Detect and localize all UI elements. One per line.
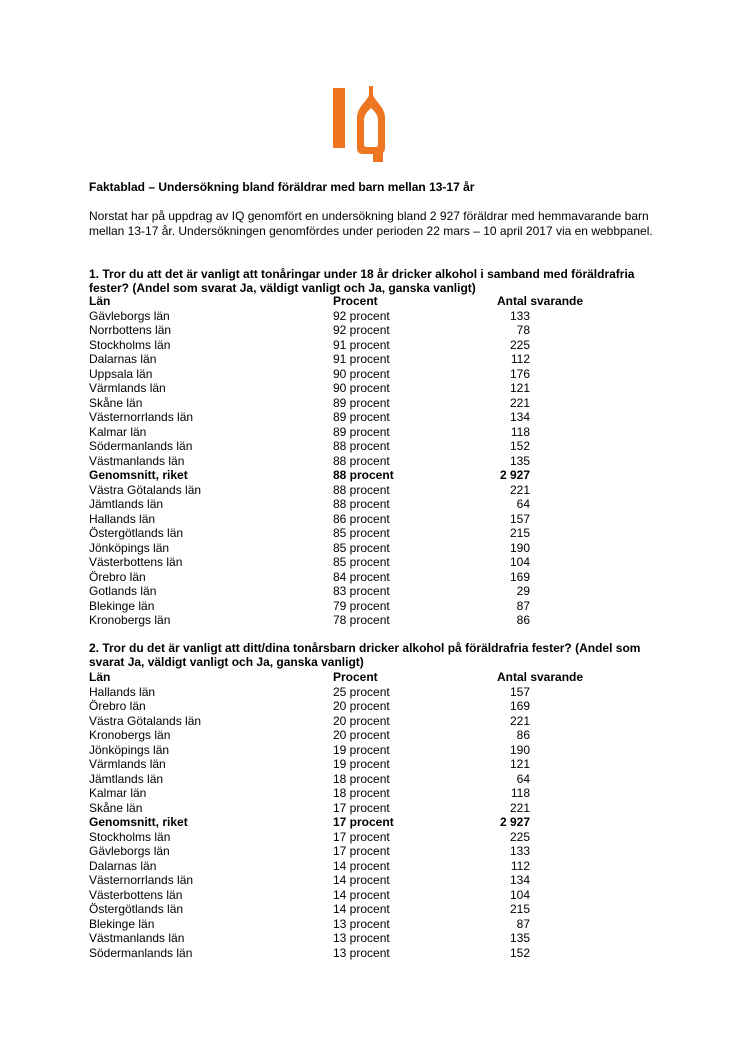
question-1: 1. Tror du att det är vanligt att tonåringar under 18 år dricker alkohol i samband med föräldrafria fester? (Andel som svarat Ja, väldigt vanligt och Ja, ganska vanligt) [89, 267, 635, 295]
table-row [89, 859, 649, 874]
table-row [89, 772, 649, 787]
table-row [89, 584, 649, 599]
table-row [89, 338, 649, 353]
cell-antal: 118 [510, 786, 530, 800]
cell-lan: Skåne län [89, 800, 143, 815]
cell-antal: 190 [509, 540, 530, 555]
table-row [89, 555, 649, 570]
table-row [89, 902, 649, 917]
cell-procent: 85 procent [333, 526, 390, 540]
cell-antal: 221 [509, 713, 530, 728]
cell-antal: 221 [509, 395, 530, 410]
table-row [89, 468, 649, 483]
header-procent: Procent [333, 294, 378, 308]
table-row [89, 685, 649, 700]
cell-antal: 169 [509, 699, 530, 713]
cell-procent: 90 procent [333, 381, 390, 395]
header-lan: Län [89, 294, 111, 308]
table-row [89, 367, 649, 382]
cell-procent: 14 procent [333, 858, 390, 873]
cell-antal: 221 [509, 482, 530, 497]
cell-procent: 88 procent [333, 482, 390, 497]
cell-procent: 13 procent [333, 945, 390, 960]
cell-procent: 91 procent [333, 337, 390, 352]
cell-lan: Västmanlands län [89, 453, 185, 468]
table-row [89, 323, 649, 338]
table-row [89, 570, 649, 585]
table-header [89, 670, 649, 685]
cell-procent: 83 procent [333, 584, 390, 598]
cell-lan: Östergötlands län [89, 526, 184, 540]
cell-antal: 157 [509, 684, 530, 699]
cell-antal: 118 [510, 424, 530, 439]
cell-antal: 121 [509, 757, 530, 771]
cell-procent: 17 procent [333, 800, 390, 815]
cell-lan: Hallands län [89, 684, 156, 699]
cell-antal: 221 [509, 800, 530, 815]
table-row [89, 454, 649, 469]
table-row [89, 381, 649, 396]
table-row [89, 743, 649, 758]
table-row [89, 888, 649, 903]
cell-lan: Östergötlands län [89, 902, 184, 916]
table-1 [89, 294, 649, 628]
header-antal: Antal svarande [497, 670, 584, 684]
table-row [89, 931, 649, 946]
header-antal: Antal svarande [497, 294, 584, 308]
cell-antal: 225 [509, 337, 530, 352]
table-row [89, 309, 649, 324]
cell-antal: 135 [509, 931, 530, 945]
cell-lan: Gävleborgs län [89, 844, 170, 858]
iq-logo [333, 86, 389, 164]
cell-lan: Västerbottens län [89, 887, 183, 902]
cell-procent: 88 procent [333, 453, 390, 468]
cell-lan: Kronobergs län [89, 613, 171, 627]
cell-antal: 134 [509, 410, 530, 424]
question-2: 2. Tror du det är vanligt att ditt/dina tonårsbarn dricker alkohol på föräldrafria fester? (Andel som svarat Ja, väldigt vanligt och Ja, ganska vanligt) [89, 641, 641, 669]
cell-lan: Jönköpings län [89, 742, 170, 757]
cell-procent: 14 procent [333, 887, 390, 902]
cell-procent: 84 procent [333, 569, 390, 584]
cell-antal: 134 [509, 873, 530, 887]
table-row [89, 946, 649, 961]
cell-lan: Västra Götalands län [89, 482, 202, 497]
page-title: Faktablad – Undersökning bland föräldrar med barn mellan 13-17 år [89, 180, 475, 194]
table-row [89, 599, 649, 614]
cell-antal: 112 [510, 858, 530, 873]
table-row [89, 410, 649, 425]
cell-antal: 133 [509, 844, 530, 858]
cell-antal: 215 [509, 526, 530, 540]
cell-lan: Gotlands län [89, 584, 157, 598]
table-row [89, 512, 649, 527]
cell-procent: 17 procent [333, 815, 394, 829]
cell-procent: 88 procent [333, 468, 394, 482]
table-row [89, 714, 649, 729]
cell-antal: 121 [509, 381, 530, 395]
cell-antal: 2 927 [499, 815, 530, 829]
cell-lan: Örebro län [89, 699, 146, 713]
cell-procent: 20 procent [333, 699, 390, 713]
cell-antal: 104 [509, 887, 530, 902]
table-row [89, 873, 649, 888]
cell-antal: 64 [516, 771, 530, 786]
cell-lan: Dalarnas län [89, 352, 157, 366]
cell-lan: Västernorrlands län [89, 410, 194, 424]
cell-lan: Kalmar län [89, 786, 147, 800]
table-row [89, 815, 649, 830]
cell-antal: 104 [509, 555, 530, 569]
cell-procent: 14 procent [333, 873, 390, 887]
table-row [89, 801, 649, 816]
header-lan: Län [89, 670, 111, 684]
table-row [89, 699, 649, 714]
table-row [89, 786, 649, 801]
cell-lan: Blekinge län [89, 916, 155, 931]
cell-procent: 13 procent [333, 931, 390, 945]
cell-lan: Kalmar län [89, 424, 147, 439]
cell-procent: 92 procent [333, 308, 390, 323]
cell-antal: 152 [509, 945, 530, 960]
cell-procent: 89 procent [333, 424, 390, 439]
cell-procent: 25 procent [333, 684, 390, 699]
table-row [89, 526, 649, 541]
cell-lan: Genomsnitt, riket [89, 468, 188, 482]
cell-lan: Uppsala län [89, 366, 153, 381]
cell-procent: 86 procent [333, 511, 390, 526]
intro-paragraph: Norstat har på uppdrag av IQ genomfört en undersökning bland 2 927 föräldrar med hemmavarande barn mellan 13-17 år. Undersökningen genomfördes under perioden 22 mars – 10 april 2017 via en webbpanel. [89, 209, 653, 238]
cell-antal: 64 [516, 497, 530, 511]
cell-lan: Västernorrlands län [89, 873, 194, 887]
cell-procent: 14 procent [333, 902, 390, 916]
cell-lan: Stockholms län [89, 337, 171, 352]
cell-lan: Jönköpings län [89, 540, 170, 555]
table-row [89, 541, 649, 556]
table-row [89, 352, 649, 367]
cell-procent: 89 procent [333, 410, 390, 424]
cell-procent: 19 procent [333, 757, 390, 771]
cell-antal: 112 [510, 352, 530, 366]
cell-procent: 18 procent [333, 771, 390, 786]
table-row [89, 497, 649, 512]
cell-procent: 91 procent [333, 352, 390, 366]
cell-lan: Örebro län [89, 569, 146, 584]
table-row [89, 613, 649, 628]
table-row [89, 830, 649, 845]
table-row [89, 483, 649, 498]
cell-antal: 2 927 [499, 468, 530, 482]
table-1-body [89, 309, 649, 628]
cell-lan: Södermanlands län [89, 945, 193, 960]
table-row [89, 425, 649, 440]
cell-antal: 157 [509, 511, 530, 526]
table-2 [89, 670, 649, 960]
cell-procent: 92 procent [333, 323, 390, 337]
cell-lan: Västmanlands län [89, 931, 185, 945]
cell-lan: Dalarnas län [89, 858, 157, 873]
cell-antal: 78 [516, 323, 530, 337]
cell-procent: 85 procent [333, 540, 390, 555]
table-header [89, 294, 649, 309]
cell-procent: 20 procent [333, 713, 390, 728]
cell-antal: 169 [509, 569, 530, 584]
cell-lan: Värmlands län [89, 381, 166, 395]
cell-lan: Västerbottens län [89, 555, 183, 569]
cell-antal: 225 [509, 829, 530, 844]
cell-procent: 90 procent [333, 366, 390, 381]
table-row [89, 396, 649, 411]
cell-procent: 18 procent [333, 786, 390, 800]
cell-lan: Skåne län [89, 395, 143, 410]
cell-lan: Norrbottens län [89, 323, 172, 337]
cell-procent: 19 procent [333, 742, 390, 757]
cell-antal: 87 [516, 598, 530, 613]
table-row [89, 917, 649, 932]
cell-antal: 29 [516, 584, 530, 598]
cell-lan: Gävleborgs län [89, 308, 170, 323]
table-row [89, 757, 649, 772]
cell-lan: Genomsnitt, riket [89, 815, 188, 829]
cell-lan: Södermanlands län [89, 439, 193, 453]
cell-procent: 79 procent [333, 598, 390, 613]
cell-procent: 89 procent [333, 395, 390, 410]
cell-lan: Västra Götalands län [89, 713, 202, 728]
cell-antal: 135 [509, 453, 530, 468]
table-row [89, 439, 649, 454]
table-2-body [89, 685, 649, 961]
cell-antal: 87 [516, 916, 530, 931]
cell-lan: Jämtlands län [89, 497, 164, 511]
cell-lan: Värmlands län [89, 757, 166, 771]
cell-procent: 20 procent [333, 728, 390, 742]
header-procent: Procent [333, 670, 378, 684]
cell-procent: 17 procent [333, 844, 390, 858]
cell-antal: 176 [509, 366, 530, 381]
cell-lan: Kronobergs län [89, 728, 171, 742]
cell-antal: 190 [509, 742, 530, 757]
cell-procent: 78 procent [333, 613, 390, 627]
cell-procent: 88 procent [333, 497, 390, 511]
cell-antal: 152 [509, 439, 530, 453]
cell-lan: Blekinge län [89, 598, 155, 613]
cell-antal: 133 [509, 308, 530, 323]
cell-lan: Hallands län [89, 511, 156, 526]
table-row [89, 728, 649, 743]
cell-antal: 86 [516, 728, 530, 742]
cell-procent: 88 procent [333, 439, 390, 453]
cell-procent: 13 procent [333, 916, 390, 931]
cell-antal: 86 [516, 613, 530, 627]
cell-antal: 215 [509, 902, 530, 916]
cell-lan: Jämtlands län [89, 771, 164, 786]
cell-procent: 85 procent [333, 555, 390, 569]
table-row [89, 844, 649, 859]
cell-procent: 17 procent [333, 829, 390, 844]
cell-lan: Stockholms län [89, 829, 171, 844]
